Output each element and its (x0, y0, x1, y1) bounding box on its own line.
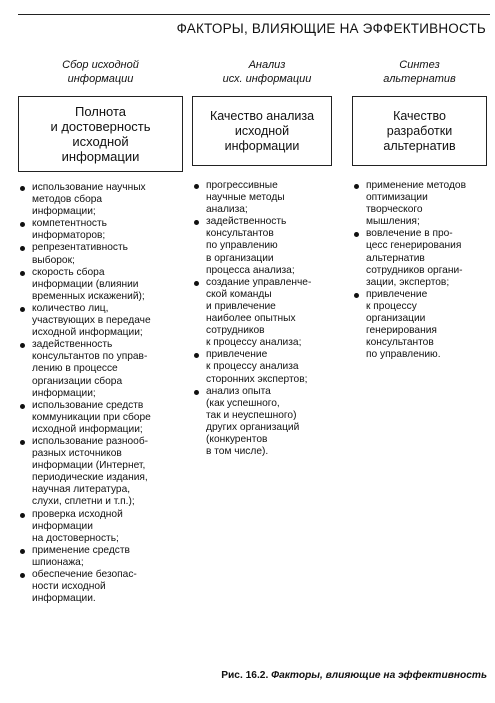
list-item: количество лиц, участвующих в передаче исходной информации; (18, 303, 183, 339)
factor-list (352, 180, 487, 361)
page-title: ФАКТОРЫ, ВЛИЯЮЩИЕ НА ЭФФЕКТИВНОСТЬ (176, 21, 486, 36)
list-item: проверка исходной информации на достоверность; (18, 509, 183, 545)
list-item: использование средств коммуникации при сборе исходной информации; (18, 400, 183, 436)
figure-number: Рис. 16.2. (221, 670, 269, 681)
list-item: анализ опыта (как успешного, так и неуспешного) других организаций (конкурентов в том числе). (192, 386, 342, 459)
list-item: создание управленче- ской команды и привлечение наиболее опытных сотрудников к процессу анализа; (192, 277, 342, 350)
list-item: репрезентативность выборок; (18, 242, 183, 266)
title-rule (18, 14, 490, 15)
column-synthesis (352, 58, 487, 361)
list-item: компетентность информаторов; (18, 218, 183, 242)
list-item: использование разнооб- разных источников информации (Интернет, периодические издания, научная литература, слухи, сплетни и т.п.); (18, 436, 183, 509)
factor-box: Качество разработки альтернатив (352, 96, 487, 166)
column-data-collection (18, 58, 183, 605)
factor-box: Качество анализа исходной информации (192, 96, 332, 166)
list-item: применение средств шпионажа; (18, 545, 183, 569)
list-item: привлечение к процессу организации генерирования консультантов по управлению. (352, 289, 487, 362)
list-item: вовлечение в про- цесс генерирования альтернатив сотрудников органи- зации, экспертов; (352, 228, 487, 288)
list-item: скорость сбора информации (влиянии временных искажений); (18, 267, 183, 303)
factor-box: Полнота и достоверность исходной информации (18, 96, 183, 172)
factor-list (18, 182, 183, 605)
column-heading: Анализ исх. информации (222, 59, 312, 85)
column-heading: Сбор исходной информации (62, 59, 139, 85)
list-item: применение методов оптимизации творческого мышления; (352, 180, 487, 228)
list-item: использование научных методов сбора информации; (18, 182, 183, 218)
list-item: задейственность консультантов по управ- лению в процессе организации сбора информации; (18, 339, 183, 399)
figure-caption-text: Факторы, влияющие на эффективность (271, 670, 487, 681)
list-item: прогрессивные научные методы анализа; (192, 180, 342, 216)
column-heading: Синтез альтернатив (383, 59, 456, 85)
figure-caption (221, 670, 487, 681)
list-item: задейственность консультантов по управлению в организации процесса анализа; (192, 216, 342, 276)
factor-list (192, 180, 342, 458)
column-analysis (192, 58, 342, 458)
list-item: привлечение к процессу анализа сторонних экспертов; (192, 349, 342, 385)
list-item: обеспечение безопас- ности исходной информации. (18, 569, 183, 605)
